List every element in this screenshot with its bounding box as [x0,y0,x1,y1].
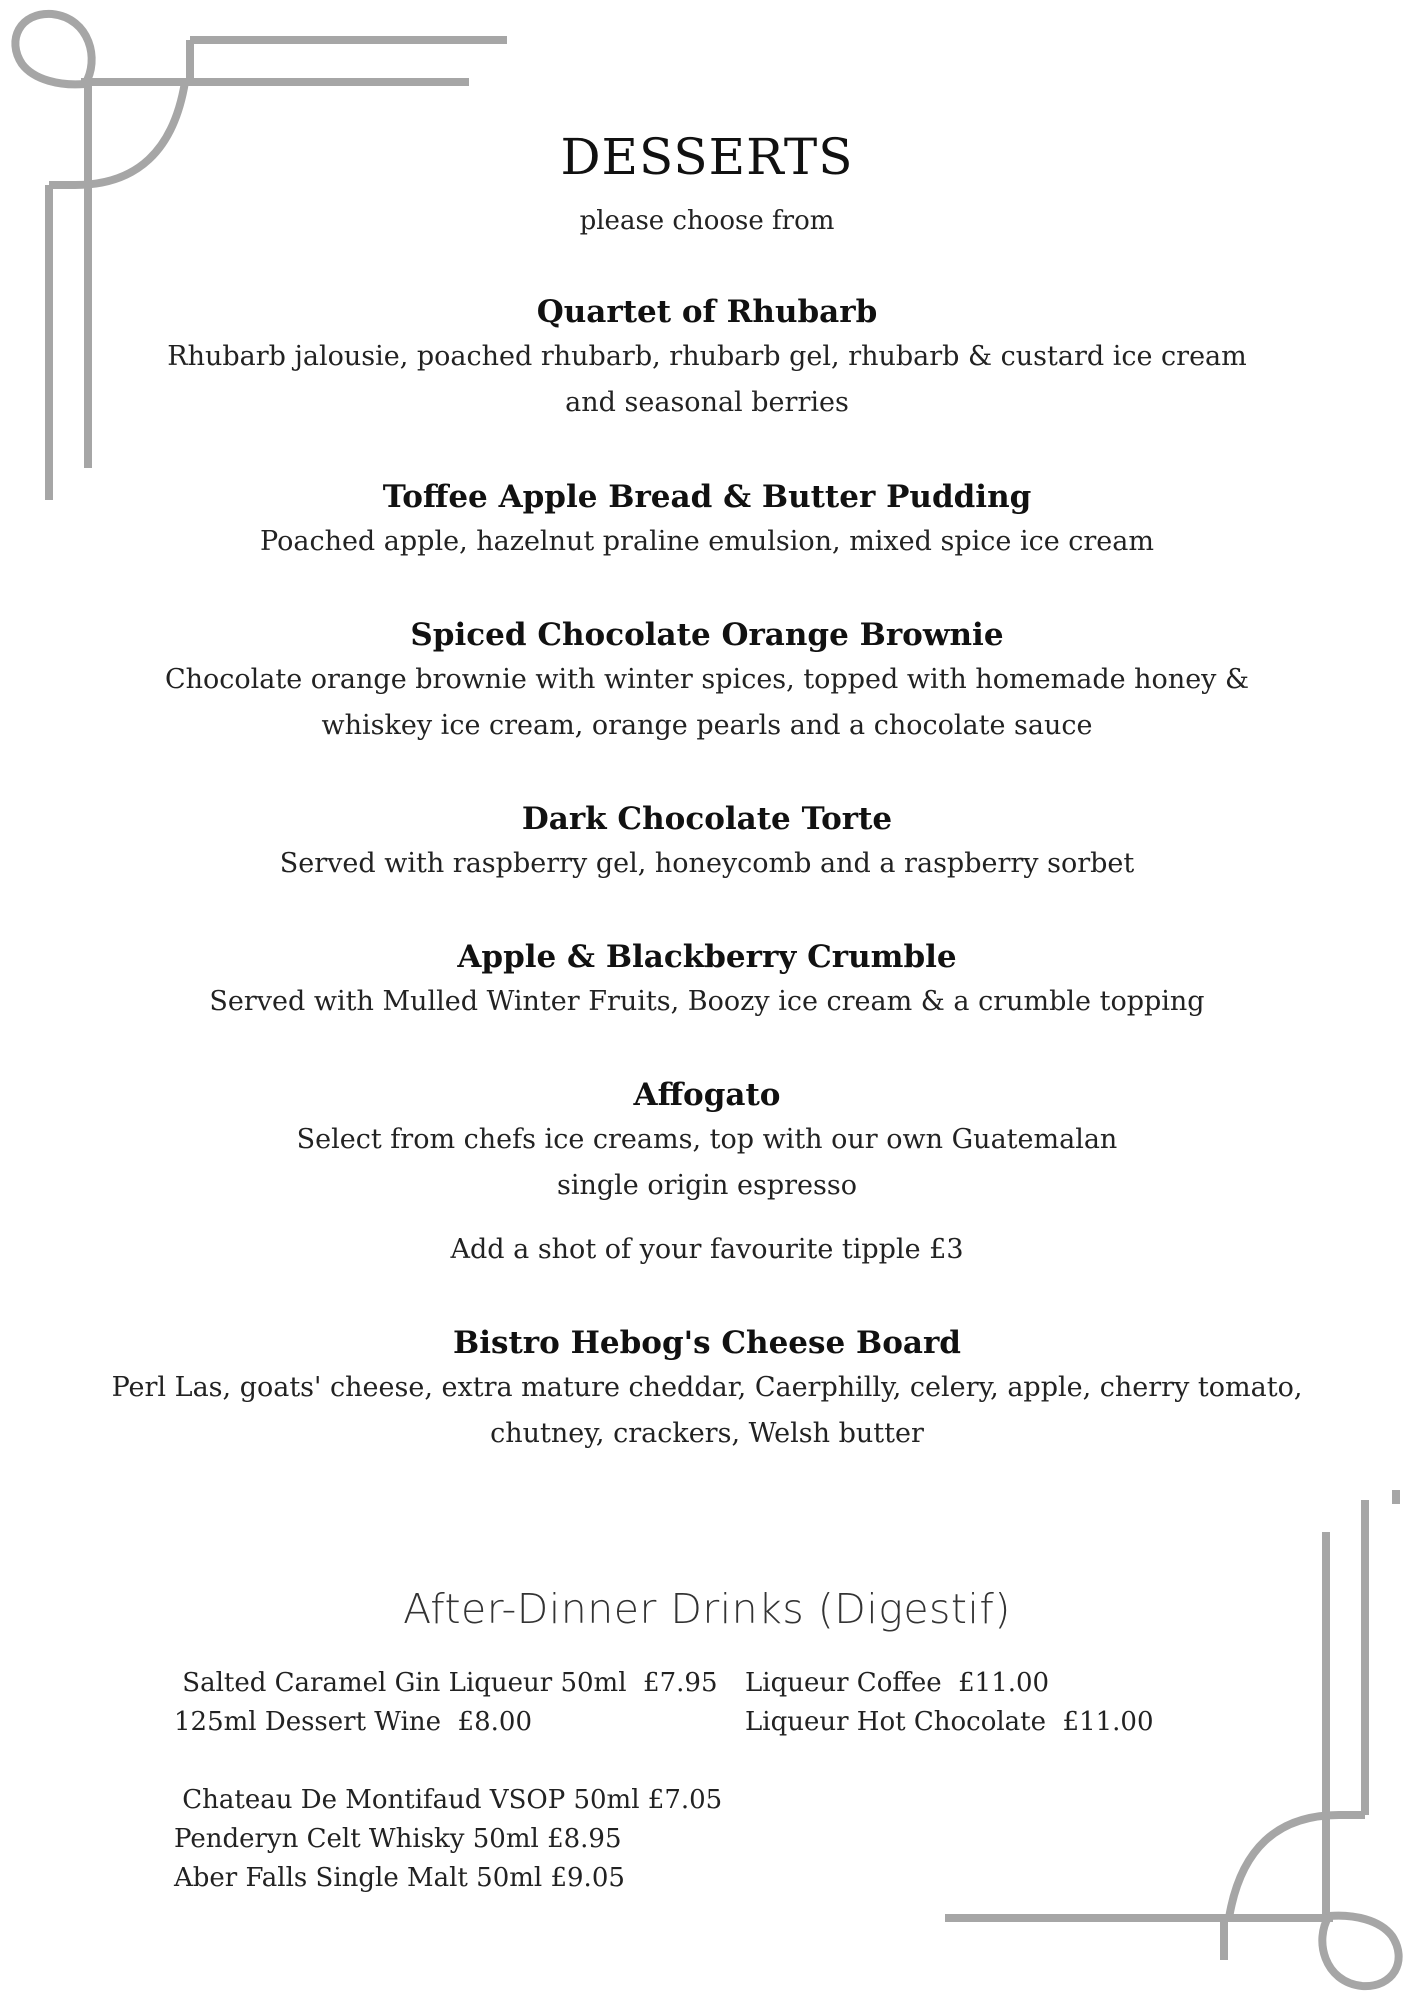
menu-item-desc: whiskey ice cream, orange pearls and a chocolate sauce [321,710,1093,741]
menu-item-name: Quartet of Rhubarb [536,294,878,330]
drinks-list-left [174,1664,722,1898]
menu-item-desc: chutney, crackers, Welsh butter [490,1418,924,1449]
menu-item-name: Affogato [633,1077,781,1113]
drinks-title: After-Dinner Drinks (Digestif) [403,1585,1011,1633]
menu-item-name: Apple & Blackberry Crumble [457,939,957,975]
menu-item-desc: Rhubarb jalousie, poached rhubarb, rhubarb gel, rhubarb & custard ice cream [167,341,1247,372]
menu-item-extra: Add a shot of your favourite tipple £3 [450,1234,964,1265]
drink-item: 125ml Dessert Wine £8.00 [174,1707,532,1737]
drink-item: Chateau De Montifaud VSOP 50ml £7.05 [174,1785,723,1815]
drink-item: Penderyn Celt Whisky 50ml £8.95 [174,1824,622,1854]
menu-item [0,797,1414,887]
menu-item-name: Toffee Apple Bread & Butter Pudding [382,479,1032,515]
drink-item [174,1742,722,1781]
menu-item-name: Spiced Chocolate Orange Brownie [410,617,1004,653]
menu-item-desc: Served with raspberry gel, honeycomb and a raspberry sorbet [279,848,1135,879]
menu-item-desc: Select from chefs ice creams, top with our own Guatemalan [296,1124,1118,1155]
drink-item: Liqueur Hot Chocolate £11.00 [745,1707,1154,1737]
menu-item [0,1073,1414,1273]
menu-item [0,475,1414,565]
menu-item-desc: and seasonal berries [565,387,849,418]
menu-item [0,290,1414,426]
drink-item: Aber Falls Single Malt 50ml £9.05 [174,1863,625,1893]
menu-item [0,1321,1414,1457]
menu-item-desc: Served with Mulled Winter Fruits, Boozy ice cream & a crumble topping [209,986,1205,1017]
drink-item: Salted Caramel Gin Liqueur 50ml £7.95 [174,1668,718,1698]
menu-item-desc: single origin espresso [556,1170,858,1201]
menu-title: DESSERTS [560,128,854,186]
menu-item-desc: Poached apple, hazelnut praline emulsion, mixed spice ice cream [260,526,1154,557]
drink-item: Liqueur Coffee £11.00 [745,1668,1050,1698]
menu-item [0,613,1414,749]
drinks-list-right [745,1664,1154,1742]
menu-item-name: Bistro Hebog's Cheese Board [453,1325,961,1361]
menu-item-desc: Perl Las, goats' cheese, extra mature cheddar, Caerphilly, celery, apple, cherry tomato, [111,1372,1303,1403]
menu-item-name: Dark Chocolate Torte [521,801,893,837]
menu-item-desc: Chocolate orange brownie with winter spices, topped with homemade honey & [164,664,1250,695]
menu-item [0,935,1414,1025]
menu-subtitle: please choose from [579,206,835,236]
